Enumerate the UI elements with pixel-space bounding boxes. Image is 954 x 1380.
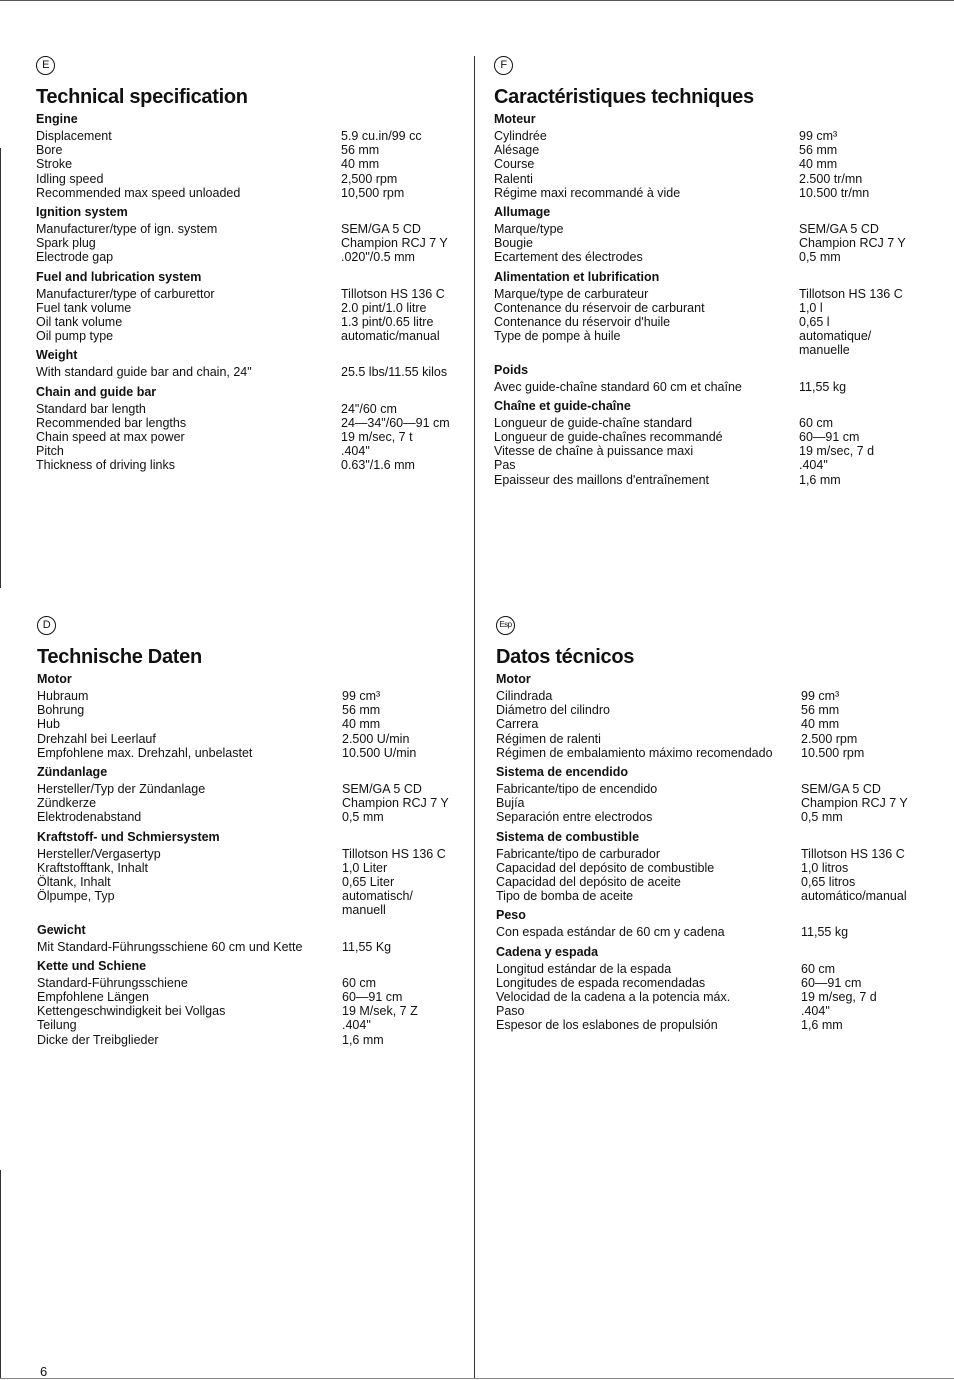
spec-value: 24—34"/60—91 cm xyxy=(341,415,450,430)
spec-label: Fabricante/tipo de carburador xyxy=(496,846,660,861)
spec-label: Hubraum xyxy=(37,689,89,703)
spec-value: SEM/GA 5 CD xyxy=(342,782,422,797)
spec-label: Longitud estándar de la espada xyxy=(496,961,672,976)
spec-group xyxy=(36,204,466,265)
section-title: Technical specification xyxy=(36,86,248,108)
spec-row xyxy=(36,365,466,379)
spec-label: Teilung xyxy=(37,1018,77,1033)
spec-label: With standard guide bar and chain, 24" xyxy=(36,365,252,380)
spec-value: 99 cm³ xyxy=(342,689,381,703)
spec-label: Régimen de ralenti xyxy=(496,731,601,746)
language-badge: D xyxy=(37,616,56,635)
spec-label: Idling speed xyxy=(36,171,104,186)
spec-value: 11,55 kg xyxy=(799,379,847,394)
bottom-rule xyxy=(0,1378,954,1379)
spec-row xyxy=(36,301,466,315)
spec-value: 25.5 lbs/11.55 kilos xyxy=(341,365,448,380)
spec-label: Capacidad del depósito de aceite xyxy=(496,875,681,890)
spec-label: Diámetro del cilindro xyxy=(496,703,610,718)
spec-value: 99 cm³ xyxy=(801,689,840,703)
spec-row xyxy=(496,689,951,703)
spec-label: Empfohlene Längen xyxy=(37,990,149,1005)
spec-label: Spark plug xyxy=(36,236,96,251)
spec-value: 11,55 kg xyxy=(801,925,849,940)
spec-label: Mit Standard-Führungsschiene 60 cm und Kette xyxy=(37,939,303,954)
spec-group xyxy=(496,764,951,825)
spec-value: 2.500 rpm xyxy=(801,731,858,746)
spec-label: Epaisseur des maillons d'entraînement xyxy=(494,472,710,487)
spec-value: 0,5 mm xyxy=(801,810,843,825)
spec-label: Thickness of driving links xyxy=(36,458,175,473)
spec-row xyxy=(36,315,466,329)
spec-value: 60—91 cm xyxy=(799,430,860,445)
spec-row xyxy=(494,315,949,329)
spec-value: 0,5 mm xyxy=(342,810,384,825)
spec-row xyxy=(496,847,951,861)
group-title: Zündanlage xyxy=(37,765,108,780)
spec-value: 1.3 pint/0.65 litre xyxy=(341,315,434,330)
group-title: Cadena y espada xyxy=(496,944,599,959)
column-divider xyxy=(474,56,475,1378)
spec-row xyxy=(37,1033,467,1047)
spec-value: Champion RCJ 7 Y xyxy=(799,236,906,251)
spec-value: 2,500 rpm xyxy=(341,171,398,186)
spec-row xyxy=(494,473,949,487)
spec-label: Standard bar length xyxy=(36,401,146,416)
spec-value: 10.500 U/min xyxy=(342,745,417,760)
spec-value: 19 m/sec, 7 d xyxy=(799,444,875,459)
spec-label: Stroke xyxy=(36,157,73,172)
spec-label: Bujía xyxy=(496,796,525,811)
spec-label: Course xyxy=(494,157,535,172)
spec-value: Tillotson HS 136 C xyxy=(342,846,446,861)
group-title: Ignition system xyxy=(36,205,128,220)
spec-value: 56 mm xyxy=(341,143,380,158)
spec-row xyxy=(37,717,467,731)
spec-label: Recommended bar lengths xyxy=(36,415,187,430)
spec-row xyxy=(496,889,951,903)
spec-row xyxy=(36,157,466,171)
spec-value: 56 mm xyxy=(801,703,840,718)
spec-value: 2.500 U/min xyxy=(342,731,410,746)
spec-value: automatique/ xyxy=(799,329,872,344)
spec-row xyxy=(37,810,467,824)
spec-label xyxy=(494,343,497,357)
spec-value: automatic/manual xyxy=(341,329,440,344)
spec-value: Tillotson HS 136 C xyxy=(341,286,445,301)
group-title: Chain and guide bar xyxy=(36,384,157,399)
spec-group xyxy=(36,384,466,473)
spec-row xyxy=(37,940,467,954)
spec-label: Ecartement des électrodes xyxy=(494,250,643,265)
language-badge: E xyxy=(36,56,55,75)
spec-row xyxy=(496,1004,951,1018)
spec-value: 1,0 Liter xyxy=(342,860,388,875)
group-title: Poids xyxy=(494,362,529,377)
spec-group xyxy=(494,204,949,265)
spec-row xyxy=(37,875,467,889)
spec-label: Velocidad de la cadena a la potencia máx. xyxy=(496,990,731,1005)
group-title: Kette und Schiene xyxy=(37,958,147,973)
spec-row xyxy=(36,329,466,343)
spec-label: Kraftstofftank, Inhalt xyxy=(37,860,148,875)
spec-label: Vitesse de chaîne à puissance maxi xyxy=(494,444,694,459)
spec-row xyxy=(494,129,949,143)
spec-row xyxy=(494,143,949,157)
spec-row xyxy=(496,962,951,976)
spec-row xyxy=(36,222,466,236)
spec-row xyxy=(494,380,949,394)
spec-label: Empfohlene max. Drehzahl, unbelastet xyxy=(37,745,253,760)
spec-label: Paso xyxy=(496,1004,525,1019)
spec-label: Manufacturer/type of carburettor xyxy=(36,286,215,301)
spec-value: 0,65 Liter xyxy=(342,875,395,890)
spec-label: Öltank, Inhalt xyxy=(37,875,111,890)
spec-row xyxy=(496,732,951,746)
spec-group xyxy=(496,829,951,904)
spec-label: Longueur de guide-chaîne standard xyxy=(494,415,693,430)
spec-label: Contenance du réservoir d'huile xyxy=(494,315,671,330)
spec-row xyxy=(36,250,466,264)
spec-label: Contenance du réservoir de carburant xyxy=(494,300,705,315)
spec-groups xyxy=(37,671,467,1051)
spec-value: 19 m/seg, 7 d xyxy=(801,990,877,1005)
group-title: Fuel and lubrication system xyxy=(36,269,202,284)
spec-row xyxy=(494,444,949,458)
top-rule xyxy=(0,0,954,1)
spec-group xyxy=(494,111,949,200)
spec-group xyxy=(36,111,466,200)
spec-row xyxy=(494,458,949,472)
spec-value: 1,6 mm xyxy=(799,472,841,487)
spec-label: Elektrodenabstand xyxy=(37,810,142,825)
spec-value: 60—91 cm xyxy=(801,975,862,990)
group-title: Sistema de combustible xyxy=(496,829,640,844)
spec-row xyxy=(494,222,949,236)
spec-row xyxy=(496,703,951,717)
spec-value: 56 mm xyxy=(799,143,838,158)
spec-row xyxy=(37,782,467,796)
spec-value: 0,65 litros xyxy=(801,875,856,890)
spec-value: 1,0 litros xyxy=(801,860,849,875)
group-title: Allumage xyxy=(494,205,551,220)
spec-label: Recommended max speed unloaded xyxy=(36,185,241,200)
spec-label: Oil pump type xyxy=(36,329,114,344)
spec-value: 0.63"/1.6 mm xyxy=(341,458,415,473)
spec-label: Marque/type de carburateur xyxy=(494,286,649,301)
spec-row xyxy=(36,186,466,200)
spec-row xyxy=(36,444,466,458)
spec-label: Carrera xyxy=(496,717,539,732)
spec-label: Capacidad del depósito de combustible xyxy=(496,860,715,875)
spec-row xyxy=(37,976,467,990)
page-number: 6 xyxy=(40,1364,48,1379)
spec-value: 60 cm xyxy=(342,975,377,990)
spec-group xyxy=(496,907,951,939)
spec-value: 0,5 mm xyxy=(799,250,841,265)
spec-row xyxy=(496,746,951,760)
spec-row xyxy=(37,990,467,1004)
group-title: Moteur xyxy=(494,112,536,126)
spec-value: .020"/0.5 mm xyxy=(341,250,415,265)
spec-row xyxy=(494,250,949,264)
spec-label: Bougie xyxy=(494,236,533,251)
spec-group xyxy=(494,269,949,358)
spec-label: Régime maxi recommandé à vide xyxy=(494,185,681,200)
spec-value: 40 mm xyxy=(341,157,380,172)
spec-label: Régimen de embalamiento máximo recomendado xyxy=(496,745,773,760)
spec-value: .404" xyxy=(801,1004,830,1019)
spec-groups xyxy=(494,111,949,491)
spec-value: Champion RCJ 7 Y xyxy=(801,796,908,811)
spec-row xyxy=(36,143,466,157)
section-title: Datos técnicos xyxy=(496,646,635,668)
spec-label xyxy=(37,903,40,917)
spec-groups xyxy=(496,671,951,1037)
spec-label: Manufacturer/type of ign. system xyxy=(36,222,218,237)
spec-row xyxy=(496,925,951,939)
spec-label: Kettengeschwindigkeit bei Vollgas xyxy=(37,1004,226,1019)
spec-label: Displacement xyxy=(36,129,112,143)
spec-groups xyxy=(36,111,466,477)
spec-label: Longueur de guide-chaînes recommandé xyxy=(494,430,723,445)
spec-label: Pas xyxy=(494,458,516,473)
spec-row xyxy=(494,329,949,343)
spec-value: Tillotson HS 136 C xyxy=(801,846,905,861)
spec-group xyxy=(37,922,467,954)
spec-row xyxy=(37,703,467,717)
spec-group xyxy=(37,764,467,825)
group-title: Kraftstoff- und Schmiersystem xyxy=(37,829,220,844)
spec-group xyxy=(37,671,467,760)
spec-row xyxy=(36,236,466,250)
left-edge-mark xyxy=(0,148,1,588)
spec-group xyxy=(494,398,949,487)
spec-label: Bohrung xyxy=(37,703,85,718)
spec-value: automático/manual xyxy=(801,889,907,904)
group-title: Gewicht xyxy=(37,922,86,937)
language-badge: Esp xyxy=(496,616,515,635)
group-title: Engine xyxy=(36,112,78,126)
spec-label: Hub xyxy=(37,717,60,732)
spec-value: 10.500 tr/mn xyxy=(799,185,870,200)
spec-label: Avec guide-chaîne standard 60 cm et chaîne xyxy=(494,379,742,394)
spec-value: 60 cm xyxy=(801,961,836,976)
spec-value: automatisch/ xyxy=(342,889,413,904)
group-title: Chaîne et guide-chaîne xyxy=(494,398,631,413)
spec-group xyxy=(496,671,951,760)
spec-label: Pitch xyxy=(36,444,64,459)
spec-value: Champion RCJ 7 Y xyxy=(342,796,449,811)
spec-row xyxy=(36,458,466,472)
spec-row xyxy=(37,847,467,861)
spec-label: Hersteller/Typ der Zündanlage xyxy=(37,782,206,797)
spec-label: Drehzahl bei Leerlauf xyxy=(37,731,156,746)
language-badge: F xyxy=(494,56,513,75)
spec-row xyxy=(496,796,951,810)
spec-group xyxy=(494,362,949,394)
spec-value: 19 m/sec, 7 t xyxy=(341,430,413,445)
spec-label: Alésage xyxy=(494,143,540,158)
spec-label: Fuel tank volume xyxy=(36,300,132,315)
spec-group xyxy=(496,944,951,1033)
spec-row xyxy=(496,717,951,731)
spec-row xyxy=(36,430,466,444)
spec-row xyxy=(36,287,466,301)
spec-label: Espesor de los eslabones de propulsión xyxy=(496,1018,718,1033)
spec-value: manuell xyxy=(342,903,386,918)
spec-value: SEM/GA 5 CD xyxy=(801,782,881,797)
spec-label: Type de pompe à huile xyxy=(494,329,621,344)
spec-row xyxy=(37,732,467,746)
spec-label: Separación entre electrodos xyxy=(496,810,653,825)
spec-row xyxy=(496,782,951,796)
spec-label: Zündkerze xyxy=(37,796,97,811)
spec-row xyxy=(496,1018,951,1032)
spec-value: Tillotson HS 136 C xyxy=(799,286,903,301)
spec-value: 19 M/sek, 7 Z xyxy=(342,1004,418,1019)
spec-value: SEM/GA 5 CD xyxy=(799,222,879,237)
spec-row xyxy=(494,343,949,357)
spec-value: 40 mm xyxy=(342,717,381,732)
spec-value: SEM/GA 5 CD xyxy=(341,222,421,237)
spec-row xyxy=(494,416,949,430)
spec-value: 11,55 Kg xyxy=(342,939,392,954)
spec-row xyxy=(496,810,951,824)
spec-label: Cilindrada xyxy=(496,689,553,703)
spec-row xyxy=(37,861,467,875)
spec-value: 40 mm xyxy=(801,717,840,732)
group-title: Sistema de encendido xyxy=(496,765,628,780)
spec-label: Fabricante/tipo de encendido xyxy=(496,782,658,797)
spec-label: Hersteller/Vergasertyp xyxy=(37,846,161,861)
spec-row xyxy=(494,301,949,315)
spec-value: .404" xyxy=(341,444,370,459)
spec-value: 2.500 tr/mn xyxy=(799,171,863,186)
spec-row xyxy=(494,430,949,444)
spec-value: 99 cm³ xyxy=(799,129,838,143)
spec-label: Longitudes de espada recomendadas xyxy=(496,975,706,990)
spec-row xyxy=(37,796,467,810)
spec-row xyxy=(37,746,467,760)
spec-label: Con espada estándar de 60 cm y cadena xyxy=(496,925,725,940)
spec-label: Marque/type xyxy=(494,222,564,237)
spec-group xyxy=(37,829,467,918)
spec-group xyxy=(36,347,466,379)
spec-value: 40 mm xyxy=(799,157,838,172)
spec-label: Oil tank volume xyxy=(36,315,123,330)
spec-value: 24"/60 cm xyxy=(341,401,397,416)
spec-value: 1,6 mm xyxy=(342,1032,384,1047)
spec-value: .404" xyxy=(799,458,828,473)
spec-row xyxy=(37,889,467,903)
spec-value: 10,500 rpm xyxy=(341,185,405,200)
group-title: Weight xyxy=(36,348,78,363)
spec-row xyxy=(37,1018,467,1032)
spec-group xyxy=(36,269,466,344)
spec-group xyxy=(37,958,467,1047)
spec-label: Electrode gap xyxy=(36,250,114,265)
spec-label: Tipo de bomba de aceite xyxy=(496,889,634,904)
spec-row xyxy=(37,1004,467,1018)
spec-value: 56 mm xyxy=(342,703,381,718)
spec-row xyxy=(37,689,467,703)
spec-row xyxy=(496,875,951,889)
spec-value: 10.500 rpm xyxy=(801,745,865,760)
spec-label: Bore xyxy=(36,143,63,158)
spec-row xyxy=(36,172,466,186)
spec-row xyxy=(496,861,951,875)
spec-label: Ralenti xyxy=(494,171,533,186)
spec-row xyxy=(36,402,466,416)
section-title: Technische Daten xyxy=(37,646,202,668)
group-title: Motor xyxy=(496,672,531,686)
spec-label: Cylindrée xyxy=(494,129,547,143)
spec-value: 1,6 mm xyxy=(801,1018,843,1033)
spec-row xyxy=(494,287,949,301)
group-title: Motor xyxy=(37,672,72,686)
spec-row xyxy=(496,976,951,990)
spec-label: Dicke der Treibglieder xyxy=(37,1032,159,1047)
spec-value: 60 cm xyxy=(799,415,834,430)
spec-row xyxy=(496,990,951,1004)
spec-value: 60—91 cm xyxy=(342,990,403,1005)
spec-label: Standard-Führungsschiene xyxy=(37,975,188,990)
spec-row xyxy=(494,186,949,200)
spec-row xyxy=(36,129,466,143)
spec-value: 5.9 cu.in/99 cc xyxy=(341,129,422,143)
spec-value: 2.0 pint/1.0 litre xyxy=(341,300,427,315)
spec-row xyxy=(494,157,949,171)
spec-value: 1,0 l xyxy=(799,300,823,315)
spec-value: Champion RCJ 7 Y xyxy=(341,236,448,251)
spec-value: manuelle xyxy=(799,343,850,358)
group-title: Peso xyxy=(496,908,526,923)
group-title: Alimentation et lubrification xyxy=(494,269,660,284)
spec-row xyxy=(494,236,949,250)
section-title: Caractéristiques techniques xyxy=(494,86,754,108)
spec-row xyxy=(37,903,467,917)
spec-row xyxy=(494,172,949,186)
spec-label: Chain speed at max power xyxy=(36,430,185,445)
left-edge-mark xyxy=(0,1170,1,1378)
spec-row xyxy=(36,416,466,430)
spec-value: .404" xyxy=(342,1018,371,1033)
spec-value: 0,65 l xyxy=(799,315,830,330)
spec-label: Ölpumpe, Typ xyxy=(37,889,115,904)
